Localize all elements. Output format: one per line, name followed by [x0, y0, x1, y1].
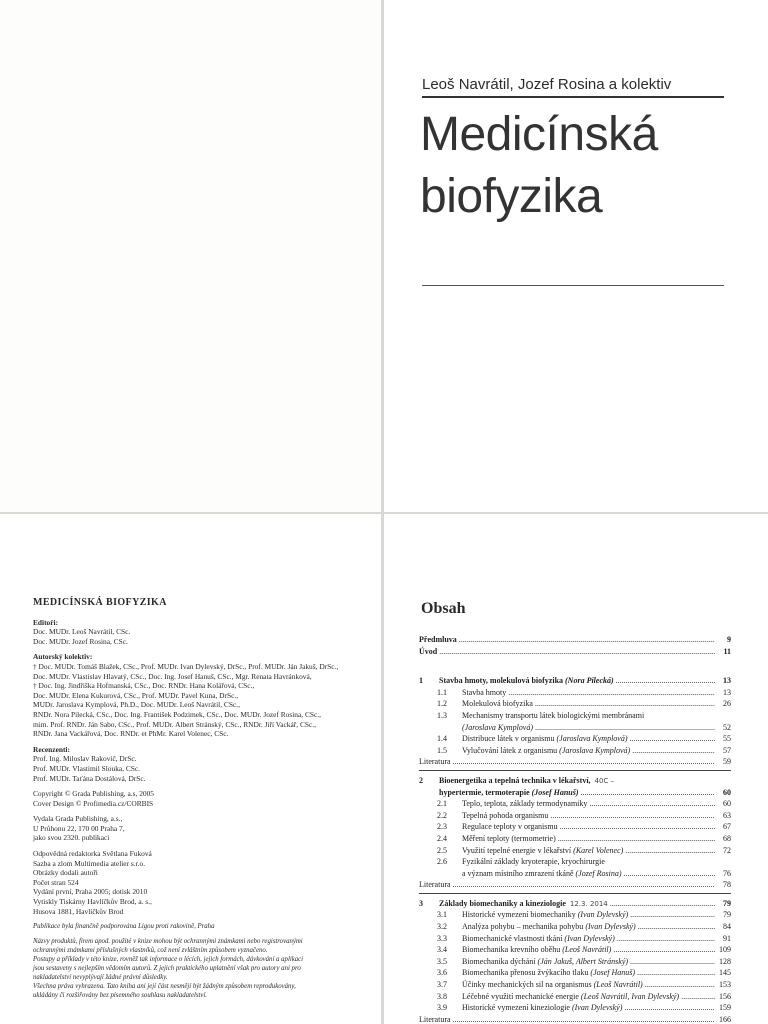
entry-page: 55 — [723, 734, 731, 744]
publisher-line: jako svou 2320. publikaci — [33, 833, 110, 843]
entry-title — [462, 967, 635, 979]
toc-section-entry[interactable] — [419, 868, 731, 880]
production-line: Počet stran 524 — [33, 877, 79, 887]
toc-front-entry[interactable] — [419, 646, 731, 658]
chapter-separator — [419, 657, 731, 666]
author-line: RNDr. Nora Pilecká, CSc., Doc. Ing. František Podzimek, CSc., Doc. MUDr. Jozef Rosina, CSc., — [33, 709, 321, 719]
entry-number: 2.1 — [437, 799, 447, 809]
toc-literature-entry[interactable] — [419, 879, 731, 891]
toc-section-entry[interactable] — [419, 845, 731, 857]
production-line: Obrázky dodali autoři — [33, 868, 98, 878]
entry-page: 109 — [719, 945, 731, 955]
toc-section-entry[interactable] — [419, 956, 731, 968]
entry-title-text: Využití tepelné energie v lékařství — [462, 845, 572, 855]
leader-dots — [453, 879, 715, 891]
entry-number: 1.2 — [437, 699, 447, 709]
production-line: Sazba a zlom Multimedia atelier s.r.o. — [33, 858, 146, 868]
entry-page: 159 — [719, 1003, 731, 1013]
copyright-line: Copyright © Grada Publishing, a.s, 2005 — [33, 789, 154, 799]
reviewers-heading: Recenzenti: — [33, 744, 70, 754]
entry-title — [462, 991, 679, 1003]
entry-title — [462, 698, 533, 710]
entry-number: 2.2 — [437, 810, 447, 820]
entry-page: 57 — [723, 745, 731, 755]
leader-dots — [617, 933, 715, 945]
leader-dots — [453, 1014, 715, 1024]
entry-title-text: a význam místního zmrazení tkáně — [462, 868, 574, 878]
leader-dots — [459, 634, 715, 646]
reviewer-line: Prof. MUDr. Taťána Dostálová, DrSc. — [33, 773, 146, 783]
entry-title-text: Úvod — [419, 646, 438, 656]
entry-author: (Nora Pilecká) — [565, 676, 614, 686]
entry-page: 60 — [723, 799, 731, 809]
copyright-line: Cover Design © Profimedia.cz/CORBIS — [33, 798, 154, 808]
table-of-contents — [419, 634, 731, 1024]
entry-page: 78 — [723, 880, 731, 890]
entry-author: (Ivan Dylevský) — [585, 922, 636, 932]
entry-page: 52 — [723, 722, 731, 732]
entry-title — [462, 856, 605, 868]
leader-dots — [535, 722, 715, 734]
handwritten-note: 12.3. 2014 — [569, 899, 608, 908]
toc-section-entry[interactable] — [419, 1002, 731, 1014]
entry-page: 67 — [723, 822, 731, 832]
entry-number: 3 — [419, 898, 423, 908]
editors-heading: Editoři: — [33, 617, 59, 627]
entry-title-text: Biomechanika přenosu žvýkacího tlaku — [462, 968, 589, 978]
entry-title-text: Stavba hmoty — [462, 687, 507, 697]
copyright-block — [33, 789, 363, 808]
entry-title-text: Účinky mechanických sil na organismus — [462, 980, 592, 990]
entry-title — [462, 833, 556, 845]
leader-dots — [610, 898, 715, 910]
entry-number: 1.3 — [437, 710, 447, 720]
entry-title — [462, 944, 611, 956]
entry-page: 128 — [719, 956, 731, 966]
entry-author: (Ján Jakuš, Albert Stránský) — [537, 956, 629, 966]
entry-page: 60 — [723, 787, 731, 797]
reviewer-line: Prof. Ing. Miloslav Rakovič, DrSc. — [33, 754, 137, 764]
book-title-line-2: biofyzika — [420, 170, 603, 223]
leader-dots — [508, 687, 715, 699]
entry-title — [462, 845, 623, 857]
entry-title-text: Měření teploty (termometrie) — [462, 833, 556, 843]
author-line: mim. Prof. RNDr. Ján Sabo, CSc., Prof. MUDr. Albert Stránský, CSc., RNDr. Jiří Vackář, CSc., — [33, 719, 316, 729]
entry-title — [462, 956, 628, 968]
production-line: Vydání první, Praha 2005; dotisk 2010 — [33, 887, 148, 897]
entry-title — [419, 634, 457, 646]
entry-title — [462, 710, 644, 722]
publisher-block — [33, 814, 363, 843]
reviewers-block — [33, 745, 363, 783]
entry-title — [419, 646, 437, 658]
entry-number: 3.6 — [437, 968, 447, 978]
entry-title-text: Literatura — [419, 880, 451, 890]
entry-title-text: Předmluva — [419, 635, 457, 644]
entry-title-text: Mechanismy transportu látek biologickými membránami — [462, 710, 645, 720]
authors-block — [33, 652, 363, 738]
leader-dots — [624, 868, 715, 880]
legal-line: nakladatelství nevyplývají žádné právní důsledky. — [33, 974, 168, 982]
entry-number: 1.1 — [437, 687, 447, 697]
entry-title-text: Léčebné využití mechanické energie — [462, 991, 579, 1001]
leader-dots — [630, 956, 715, 968]
entry-number: 2.4 — [437, 833, 447, 843]
toc-section-entry[interactable] — [419, 798, 731, 810]
entry-title — [462, 745, 630, 757]
editor-line: Doc. MUDr. Leoš Navrátil, CSc. — [33, 627, 131, 637]
toc-front-entry[interactable] — [419, 634, 731, 646]
toc-section-entry[interactable] — [419, 745, 731, 757]
toc-section-entry[interactable] — [419, 933, 731, 945]
entry-author: (Leoš Navrátil) — [593, 980, 643, 990]
entry-number: 3.9 — [437, 1003, 447, 1013]
entry-page: 63 — [723, 810, 731, 820]
publisher-line: Vydala Grada Publishing, a.s., — [33, 814, 123, 824]
entry-title-text: Regulace teploty v organismu — [462, 822, 558, 832]
entry-number: 3.1 — [437, 910, 447, 920]
entry-title — [419, 879, 451, 891]
entry-title-text: Základy biomechaniky a kineziologie — [439, 898, 566, 908]
toc-section-entry[interactable] — [419, 991, 731, 1003]
entry-title-text: Vylučování látek z organismu — [462, 745, 558, 755]
entry-title — [462, 979, 643, 991]
toc-section-entry[interactable] — [419, 733, 731, 745]
entry-page: 13 — [723, 676, 731, 686]
entry-title-text: Historické vymezení kineziologie — [462, 1003, 570, 1013]
production-line: Husova 1881, Havlíčkův Brod — [33, 906, 124, 916]
entry-number: 2.6 — [437, 857, 447, 867]
imprint — [33, 598, 363, 1000]
leader-dots — [625, 845, 715, 857]
entry-number: 3.4 — [437, 945, 447, 955]
entry-page: 72 — [723, 845, 731, 855]
leader-dots — [560, 821, 715, 833]
entry-page: 145 — [719, 968, 731, 978]
chapter-gap — [419, 666, 731, 675]
entry-page: 156 — [719, 991, 731, 1001]
entry-author: (Ivan Dylevský) — [577, 910, 629, 920]
entry-number: 1.5 — [437, 745, 447, 755]
leader-dots — [681, 991, 715, 1003]
author-line: Doc. MUDr. Elena Kukurová, CSc., Prof. MUDr. Pavel Kuna, DrSc., — [33, 690, 239, 700]
leader-dots — [638, 921, 715, 933]
legal-block — [33, 937, 363, 1000]
entry-title — [462, 909, 628, 921]
entry-page: 153 — [719, 980, 731, 990]
leader-dots — [637, 967, 715, 979]
entry-title — [419, 756, 451, 768]
entry-title — [419, 1014, 451, 1024]
production-line: Vytiskly Tiskárny Havlíčkův Brod, a. s., — [33, 897, 152, 907]
leader-dots — [645, 979, 715, 991]
entry-page: 76 — [723, 868, 731, 878]
entry-title-text: Biomechanické vlastnosti tkání — [462, 933, 563, 943]
entry-number: 2 — [419, 775, 423, 785]
toc-literature-entry[interactable] — [419, 756, 731, 768]
entry-title-text: Stavba hmoty, molekulová biofyzika — [439, 676, 564, 686]
leader-dots — [550, 810, 715, 822]
entry-title-text: Literatura — [419, 757, 451, 767]
toc-chapter-entry-cont[interactable] — [419, 787, 731, 799]
entry-title — [462, 821, 558, 833]
entry-title — [462, 687, 506, 699]
entry-title-text: Distribuce látek v organismu — [462, 734, 555, 744]
entry-title-text: Literatura — [419, 1014, 451, 1024]
entry-number: 1.4 — [437, 734, 447, 744]
leader-dots — [453, 756, 715, 768]
leader-dots — [630, 909, 715, 921]
toc-section-entry[interactable] — [419, 967, 731, 979]
entry-title-text: Tepelná pohoda organismu — [462, 810, 549, 820]
entry-title — [462, 810, 548, 822]
toc-chapter-entry[interactable] — [419, 675, 731, 687]
entry-author: (Ivan Dylevský) — [564, 933, 615, 943]
toc-chapter-entry[interactable] — [419, 775, 731, 787]
entry-title — [462, 722, 533, 734]
entry-number: 1 — [419, 676, 423, 686]
entry-number: 3.2 — [437, 922, 447, 932]
title-rule-bottom — [422, 285, 724, 286]
leader-dots — [589, 798, 715, 810]
entry-author: (Jozef Rosina) — [575, 868, 622, 878]
entry-author: (Ivan Dylevský) — [571, 1003, 623, 1013]
toc-section-entry[interactable] — [419, 833, 731, 845]
entry-number: 3.7 — [437, 980, 447, 990]
imprint-book-title: MEDICÍNSKÁ BIOFYZIKA — [33, 597, 167, 608]
entry-title-text: Teplo, teplota, základy termodynamiky — [462, 799, 588, 809]
entry-page: 59 — [723, 757, 731, 767]
author-line: † Doc. MUDr. Tomáš Blažek, CSc., Prof. MUDr. Ivan Dylevský, DrSc., Prof. MUDr. Ján Jakuš, DrSc., — [33, 661, 339, 671]
entry-author: (Jaroslava Kymplová) — [462, 722, 534, 732]
entry-page: 166 — [719, 1014, 731, 1024]
toc-literature-entry[interactable] — [419, 1014, 731, 1024]
book-title — [420, 104, 740, 228]
publisher-line: U Průhonu 22, 170 00 Praha 7, — [33, 823, 125, 833]
authors-heading: Autorský kolektiv: — [33, 652, 93, 662]
entry-author: (Jaroslava Kymplová) — [559, 745, 631, 755]
leader-dots — [630, 733, 715, 745]
legal-line: jsou sestaveny s nejlepším vědomím autorů. Z jejich praktického uplatnění však pro autory ani pro — [33, 965, 301, 973]
author-line: MUDr. Jaroslava Kymplová, Ph.D., Doc. MUDr. Leoš Navrátil, CSc., — [33, 700, 240, 710]
toc-section-entry[interactable] — [419, 944, 731, 956]
entry-page: 84 — [723, 922, 731, 932]
funding-note: Publikace byla finančně podporována Ligou proti rakovině, Praha — [33, 923, 215, 931]
leader-dots — [439, 646, 715, 658]
entry-author: (Leoš Navrátil, Ivan Dylevský) — [580, 991, 680, 1001]
toc-section-entry[interactable] — [419, 921, 731, 933]
entry-title — [439, 675, 614, 687]
entry-title — [462, 933, 615, 945]
reviewer-line: Prof. MUDr. Vlastimil Slouka, CSc. — [33, 763, 141, 773]
legal-line: ochrannými známkami příslušných vlastníků, což není zvláštním způsobem vyznačeno. — [33, 947, 268, 955]
toc-section-entry[interactable] — [419, 909, 731, 921]
entry-title-text: Bioenergetika a tepelná technika v lékařství, — [439, 775, 591, 785]
legal-line: Postupy a příklady v této knize, rovněž tak informace o lécích, jejich formách, dávkování a aplikaci — [33, 956, 304, 964]
entry-number: 3.3 — [437, 933, 447, 943]
editor-line: Doc. MUDr. Jozef Rosina, CSc. — [33, 636, 128, 646]
entry-page: 26 — [723, 699, 731, 709]
toc-section-entry[interactable] — [419, 810, 731, 822]
entry-title-text: Analýza pohybu – mechanika pohybu — [462, 922, 584, 932]
title-rule-top — [422, 96, 724, 98]
handwritten-note: 40C – — [594, 776, 615, 785]
entry-title — [462, 798, 587, 810]
author-line: Doc. MUDr. Vlastislav Hlavatý, CSc., Doc. Ing. Josef Hanuš, CSc., Mgr. Renata Havránková, — [33, 671, 312, 681]
toc-section-entry[interactable] — [419, 710, 731, 722]
toc-section-entry[interactable] — [419, 698, 731, 710]
author-line: † Doc. Ing. Jindřiška Hofmanská, CSc., Doc. RNDr. Hana Kolářová, CSc., — [33, 681, 255, 691]
entry-number: 2.5 — [437, 845, 447, 855]
entry-title — [439, 775, 591, 787]
leader-dots — [632, 745, 715, 757]
entry-title — [462, 1002, 622, 1014]
entry-page: 79 — [723, 910, 731, 920]
entry-title — [462, 868, 622, 880]
leader-dots — [558, 833, 715, 845]
leader-dots — [613, 944, 715, 956]
entry-title — [419, 787, 579, 799]
entry-author: (Jaroslava Kymplová) — [556, 734, 628, 744]
entry-page: 79 — [723, 898, 731, 908]
title-authors: Leoš Navrátil, Jozef Rosina a kolektiv — [422, 76, 672, 93]
entry-page: 13 — [723, 687, 731, 697]
editors-block — [33, 618, 363, 647]
leader-dots — [616, 675, 715, 687]
production-block — [33, 849, 363, 916]
toc-section-entry[interactable] — [419, 687, 731, 699]
entry-title-text: Biomechanika dýchání — [462, 956, 536, 966]
legal-line: ukládány či rozšiřovány bez písemného souhlasu nakladatelství. — [33, 992, 207, 1000]
toc-section-entry[interactable] — [419, 722, 731, 734]
entry-page: 68 — [723, 833, 731, 843]
entry-author: (Josef Hanuš) — [531, 787, 579, 797]
book-title-line-1: Medicínská — [420, 108, 658, 161]
leader-dots — [624, 1002, 715, 1014]
entry-number: 2.3 — [437, 822, 447, 832]
entry-number: 3.8 — [437, 991, 447, 1001]
leader-dots — [581, 787, 715, 799]
entry-title-text: hypertermie, termoterapie — [439, 787, 530, 797]
toc-section-entry[interactable] — [419, 856, 731, 868]
title-page — [384, 0, 768, 512]
toc-section-entry[interactable] — [419, 979, 731, 991]
chapter-separator — [419, 770, 731, 771]
entry-page: 91 — [723, 933, 731, 943]
entry-page: 9 — [727, 635, 731, 644]
entry-title — [439, 898, 566, 910]
entry-author: (Leoš Navrátil) — [562, 945, 612, 955]
author-line: RNDr. Jana Vackářová, Doc. RNDr. et PhMr. Karel Volenec, CSc. — [33, 729, 229, 739]
entry-title — [462, 733, 628, 745]
chapter-separator — [419, 893, 731, 894]
legal-line: Všechna práva vyhrazena. Tato kniha ani její část nesmějí být žádným způsobem reprodukovány, — [33, 983, 296, 991]
imprint-page — [0, 514, 381, 1024]
entry-title — [462, 921, 636, 933]
entry-number: 3.5 — [437, 956, 447, 966]
blank-page — [0, 0, 381, 512]
entry-title-text: Molekulová biofyzika — [462, 699, 533, 709]
entry-page: 11 — [723, 646, 731, 656]
production-line: Odpovědná redaktorka Světlana Fuková — [33, 849, 152, 859]
contents-page — [384, 514, 768, 1024]
toc-section-entry[interactable] — [419, 821, 731, 833]
contents-heading: Obsah — [421, 600, 466, 617]
entry-title-text: Historické vymezení biomechaniky — [462, 910, 576, 920]
toc-chapter-entry[interactable] — [419, 898, 731, 910]
entry-author: (Karel Volenec) — [573, 845, 624, 855]
entry-title-text: Biomechanika krevního oběhu — [462, 945, 561, 955]
entry-author: (Josef Hanuš) — [590, 968, 636, 978]
leader-dots — [535, 698, 715, 710]
entry-title-text: Fyzikální základy kryoterapie, kryochirurgie — [462, 857, 605, 867]
legal-line: Názvy produktů, firem apod. použité v knize mohou být ochrannými známkami nebo registrovanými — [33, 938, 303, 946]
